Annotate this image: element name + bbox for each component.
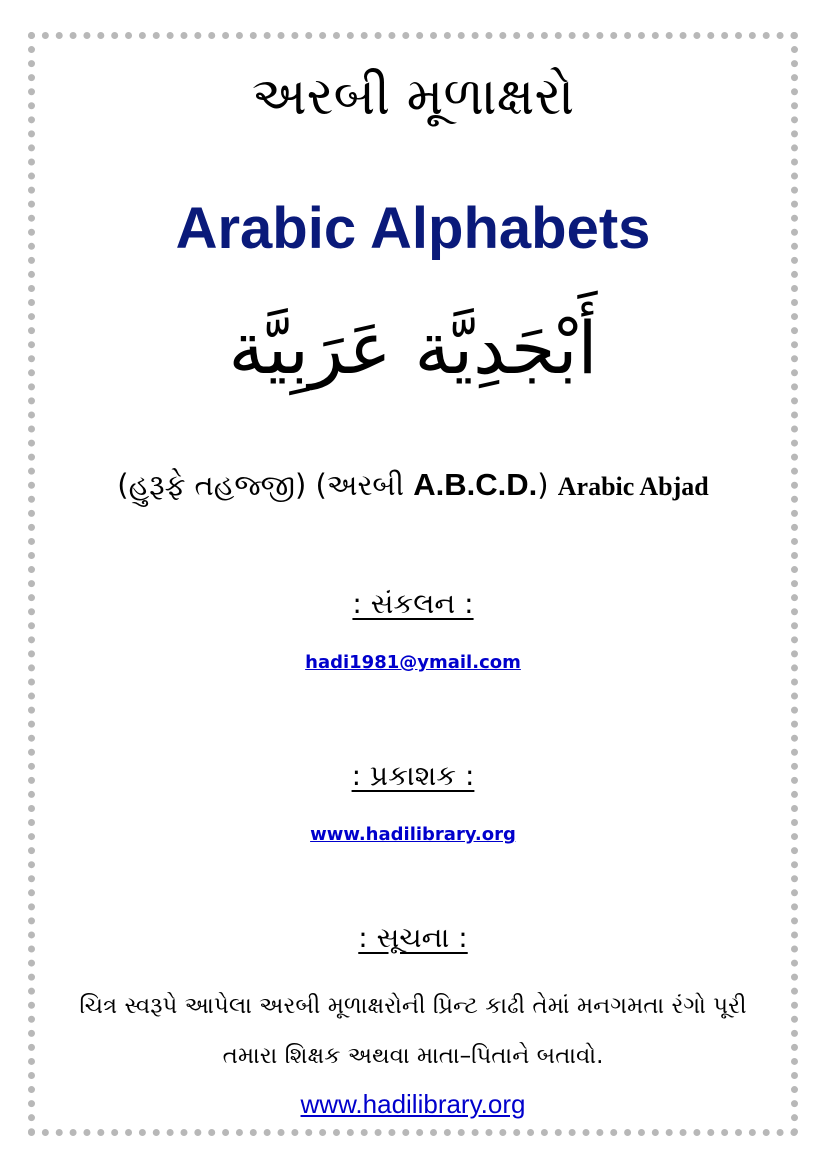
subtitle-line (0, 460, 826, 512)
notice-line-2: તમારા શિક્ષક અથવા માતા–પિતાને બતાવો. (222, 1043, 604, 1069)
notice-line-1: ચિત્ર સ્વરૂપે આપેલા અરબી મૂળાક્ષરોની પ્રિન્ટ કાઢી તેમાં મનગમતા રંગો પૂરી (79, 993, 747, 1019)
publisher-link[interactable]: www.hadilibrary.org (310, 824, 516, 845)
publisher-heading: : પ્રકાશક : (351, 759, 475, 792)
footer-link[interactable]: www.hadilibrary.org (300, 1089, 526, 1119)
compiled-heading: : સંકલન : (352, 587, 474, 620)
subtitle-abjad: Arabic Abjad (557, 472, 709, 501)
subtitle-huruf: (હુરૂફે તહજ્જી) (117, 468, 307, 502)
notice-heading: : સૂચના : (358, 921, 468, 954)
subtitle-arabi-suffix: ) (537, 468, 549, 502)
title-english: Arabic Alphabets (175, 196, 651, 261)
email-link[interactable]: hadi1981@ymail.com (305, 652, 521, 673)
subtitle-arabi-prefix: (અરબી (315, 468, 414, 502)
subtitle-abcd: A.B.C.D. (413, 467, 538, 502)
title-gujarati: અરબી મૂળાક્ષરો (251, 67, 575, 127)
title-arabic: أَبْجَدِيَّة عَرَبِيَّة (228, 306, 598, 390)
